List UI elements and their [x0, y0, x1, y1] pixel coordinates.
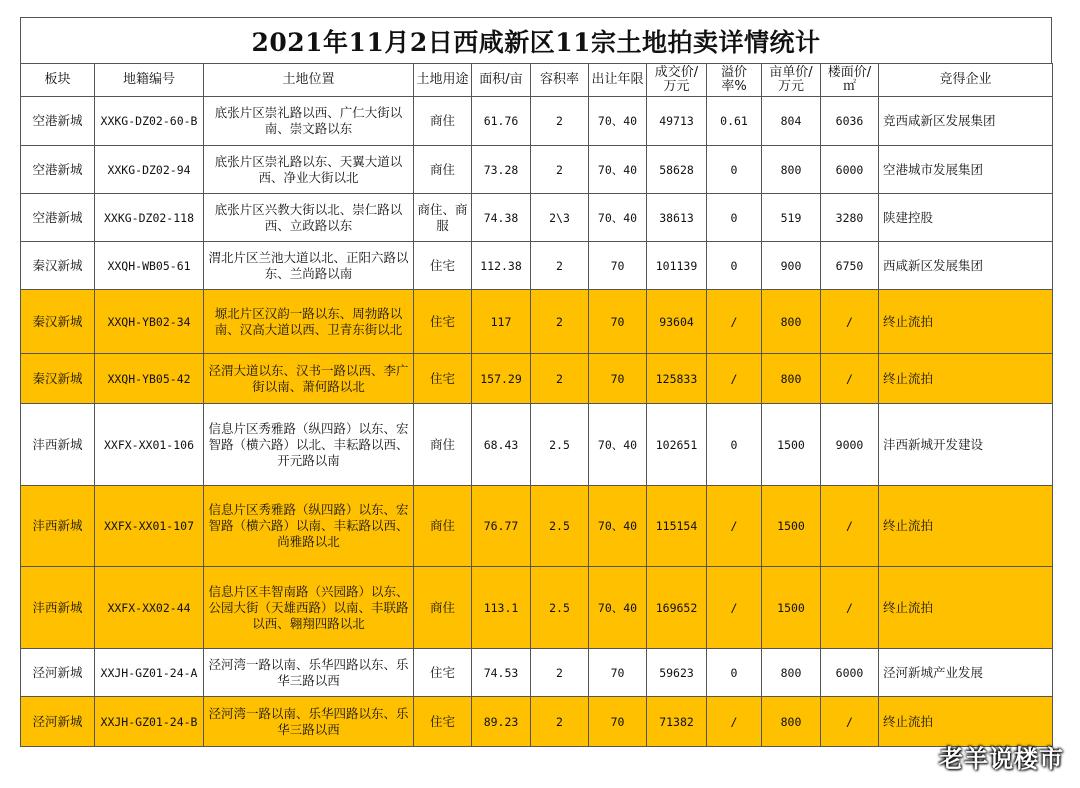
floor-price-cell: 9000: [821, 404, 879, 486]
location-cell: 信息片区丰智南路（兴园路）以东、公园大街（天雄西路）以南、丰联路以西、翱翔四路以北: [204, 567, 414, 649]
floor-price-cell: /: [821, 290, 879, 354]
price-cell: 58628: [647, 146, 707, 194]
header-cell: 板块: [21, 64, 95, 97]
winner-cell: 终止流拍: [879, 354, 1053, 404]
area-cell: 74.38: [472, 194, 531, 242]
area-cell: 76.77: [472, 486, 531, 567]
floor-price-cell: 6000: [821, 146, 879, 194]
unit-price-cell: 1500: [762, 567, 821, 649]
winner-cell: 沣西新城开发建设: [879, 404, 1053, 486]
lease-term-cell: 70: [589, 242, 647, 290]
lease-term-cell: 70、40: [589, 567, 647, 649]
floor-price-cell: /: [821, 354, 879, 404]
premium-rate-cell: /: [707, 354, 762, 404]
floor-price-cell: /: [821, 567, 879, 649]
header-cell: 亩单价/万元: [762, 64, 821, 97]
location-cell: 渭北片区兰池大道以北、正阳六路以东、兰尚路以南: [204, 242, 414, 290]
winner-cell: 竞西咸新区发展集团: [879, 97, 1053, 146]
plot-ratio-cell: 2: [531, 97, 589, 146]
winner-cell: 终止流拍: [879, 697, 1053, 747]
floor-price-cell: /: [821, 486, 879, 567]
header-cell: 成交价/万元: [647, 64, 707, 97]
land-use-cell: 商住: [414, 486, 472, 567]
unit-price-cell: 1500: [762, 404, 821, 486]
winner-cell: 空港城市发展集团: [879, 146, 1053, 194]
location-cell: 塬北片区汉韵一路以东、周勃路以南、汉高大道以西、卫青东街以北: [204, 290, 414, 354]
plot-ratio-cell: 2.5: [531, 404, 589, 486]
premium-rate-cell: /: [707, 697, 762, 747]
winner-cell: 终止流拍: [879, 567, 1053, 649]
block-cell: 秦汉新城: [21, 242, 95, 290]
location-cell: 信息片区秀雅路（纵四路）以东、宏智路（横六路）以北、丰耘路以西、开元路以南: [204, 404, 414, 486]
area-cell: 112.38: [472, 242, 531, 290]
unit-price-cell: 900: [762, 242, 821, 290]
block-cell: 沣西新城: [21, 404, 95, 486]
parcel-id-cell: XXQH-YB05-42: [95, 354, 204, 404]
winner-cell: 陕建控股: [879, 194, 1053, 242]
land-use-cell: 商住: [414, 146, 472, 194]
premium-rate-cell: 0: [707, 146, 762, 194]
land-use-cell: 商住、商服: [414, 194, 472, 242]
price-cell: 38613: [647, 194, 707, 242]
land-use-cell: 住宅: [414, 649, 472, 697]
lease-term-cell: 70: [589, 649, 647, 697]
lease-term-cell: 70、40: [589, 97, 647, 146]
plot-ratio-cell: 2: [531, 242, 589, 290]
floor-price-cell: /: [821, 697, 879, 747]
plot-ratio-cell: 2.5: [531, 567, 589, 649]
location-cell: 泾河湾一路以南、乐华四路以东、乐华三路以西: [204, 649, 414, 697]
unit-price-cell: 800: [762, 649, 821, 697]
parcel-id-cell: XXKG-DZ02-60-B: [95, 97, 204, 146]
lease-term-cell: 70、40: [589, 146, 647, 194]
location-cell: 泾渭大道以东、汉书一路以西、李广街以南、萧何路以北: [204, 354, 414, 404]
area-cell: 157.29: [472, 354, 531, 404]
price-cell: 125833: [647, 354, 707, 404]
area-cell: 117: [472, 290, 531, 354]
header-cell: 溢价率%: [707, 64, 762, 97]
price-cell: 71382: [647, 697, 707, 747]
area-cell: 74.53: [472, 649, 531, 697]
header-row: [21, 64, 1053, 97]
premium-rate-cell: /: [707, 290, 762, 354]
price-cell: 59623: [647, 649, 707, 697]
parcel-id-cell: XXFX-XX01-107: [95, 486, 204, 567]
winner-cell: 终止流拍: [879, 486, 1053, 567]
parcel-id-cell: XXQH-YB02-34: [95, 290, 204, 354]
parcel-id-cell: XXFX-XX01-106: [95, 404, 204, 486]
block-cell: 秦汉新城: [21, 354, 95, 404]
location-cell: 底张片区崇礼路以东、天翼大道以西、净业大街以北: [204, 146, 414, 194]
header-cell: 地籍编号: [95, 64, 204, 97]
premium-rate-cell: /: [707, 567, 762, 649]
parcel-id-cell: XXKG-DZ02-118: [95, 194, 204, 242]
unit-price-cell: 804: [762, 97, 821, 146]
block-cell: 空港新城: [21, 146, 95, 194]
table-body: [21, 97, 1053, 747]
block-cell: 沣西新城: [21, 567, 95, 649]
premium-rate-cell: 0: [707, 194, 762, 242]
block-cell: 空港新城: [21, 194, 95, 242]
winner-cell: 西咸新区发展集团: [879, 242, 1053, 290]
watermark-text: 老羊说楼市: [939, 745, 1064, 773]
price-cell: 49713: [647, 97, 707, 146]
table-row: [21, 486, 1053, 567]
block-cell: 空港新城: [21, 97, 95, 146]
premium-rate-cell: 0: [707, 242, 762, 290]
table-row: [21, 242, 1053, 290]
unit-price-cell: 1500: [762, 486, 821, 567]
land-auction-sheet: [20, 17, 1052, 747]
lease-term-cell: 70: [589, 290, 647, 354]
table-row: [21, 146, 1053, 194]
unit-price-cell: 800: [762, 146, 821, 194]
location-cell: 泾河湾一路以南、乐华四路以东、乐华三路以西: [204, 697, 414, 747]
lease-term-cell: 70、40: [589, 194, 647, 242]
header-cell: 容积率: [531, 64, 589, 97]
price-cell: 101139: [647, 242, 707, 290]
floor-price-cell: 6000: [821, 649, 879, 697]
land-use-cell: 商住: [414, 97, 472, 146]
plot-ratio-cell: 2: [531, 697, 589, 747]
block-cell: 秦汉新城: [21, 290, 95, 354]
header-cell: 楼面价/㎡: [821, 64, 879, 97]
land-use-cell: 住宅: [414, 697, 472, 747]
area-cell: 68.43: [472, 404, 531, 486]
table-row: [21, 290, 1053, 354]
table-row: [21, 354, 1053, 404]
plot-ratio-cell: 2\3: [531, 194, 589, 242]
area-cell: 89.23: [472, 697, 531, 747]
parcel-id-cell: XXKG-DZ02-94: [95, 146, 204, 194]
parcel-id-cell: XXFX-XX02-44: [95, 567, 204, 649]
premium-rate-cell: 0: [707, 404, 762, 486]
land-use-cell: 住宅: [414, 354, 472, 404]
floor-price-cell: 6036: [821, 97, 879, 146]
plot-ratio-cell: 2: [531, 290, 589, 354]
block-cell: 泾河新城: [21, 649, 95, 697]
winner-cell: 终止流拍: [879, 290, 1053, 354]
floor-price-cell: 6750: [821, 242, 879, 290]
unit-price-cell: 519: [762, 194, 821, 242]
lease-term-cell: 70: [589, 354, 647, 404]
location-cell: 底张片区崇礼路以西、广仁大街以南、崇文路以东: [204, 97, 414, 146]
auction-table: [20, 63, 1053, 747]
table-row: [21, 97, 1053, 146]
plot-ratio-cell: 2: [531, 354, 589, 404]
table-row: [21, 194, 1053, 242]
premium-rate-cell: 0.61: [707, 97, 762, 146]
location-cell: 底张片区兴教大街以北、崇仁路以西、立政路以东: [204, 194, 414, 242]
premium-rate-cell: /: [707, 486, 762, 567]
table-row: [21, 567, 1053, 649]
premium-rate-cell: 0: [707, 649, 762, 697]
parcel-id-cell: XXJH-GZ01-24-A: [95, 649, 204, 697]
block-cell: 沣西新城: [21, 486, 95, 567]
header-cell: 土地用途: [414, 64, 472, 97]
table-row: [21, 649, 1053, 697]
unit-price-cell: 800: [762, 354, 821, 404]
location-cell: 信息片区秀雅路（纵四路）以东、宏智路（横六路）以南、丰耘路以西、尚雅路以北: [204, 486, 414, 567]
land-use-cell: 商住: [414, 404, 472, 486]
table-row: [21, 697, 1053, 747]
table-row: [21, 404, 1053, 486]
sheet-title: 2021年11月2日西咸新区11宗土地拍卖详情统计: [20, 17, 1052, 63]
parcel-id-cell: XXJH-GZ01-24-B: [95, 697, 204, 747]
block-cell: 泾河新城: [21, 697, 95, 747]
area-cell: 113.1: [472, 567, 531, 649]
unit-price-cell: 800: [762, 697, 821, 747]
lease-term-cell: 70、40: [589, 486, 647, 567]
price-cell: 115154: [647, 486, 707, 567]
floor-price-cell: 3280: [821, 194, 879, 242]
parcel-id-cell: XXQH-WB05-61: [95, 242, 204, 290]
area-cell: 73.28: [472, 146, 531, 194]
header-cell: 竞得企业: [879, 64, 1053, 97]
unit-price-cell: 800: [762, 290, 821, 354]
land-use-cell: 住宅: [414, 290, 472, 354]
lease-term-cell: 70、40: [589, 404, 647, 486]
lease-term-cell: 70: [589, 697, 647, 747]
plot-ratio-cell: 2.5: [531, 486, 589, 567]
price-cell: 169652: [647, 567, 707, 649]
winner-cell: 泾河新城产业发展: [879, 649, 1053, 697]
plot-ratio-cell: 2: [531, 146, 589, 194]
land-use-cell: 商住: [414, 567, 472, 649]
price-cell: 102651: [647, 404, 707, 486]
price-cell: 93604: [647, 290, 707, 354]
land-use-cell: 住宅: [414, 242, 472, 290]
header-cell: 出让年限: [589, 64, 647, 97]
plot-ratio-cell: 2: [531, 649, 589, 697]
header-cell: 面积/亩: [472, 64, 531, 97]
header-cell: 土地位置: [204, 64, 414, 97]
area-cell: 61.76: [472, 97, 531, 146]
